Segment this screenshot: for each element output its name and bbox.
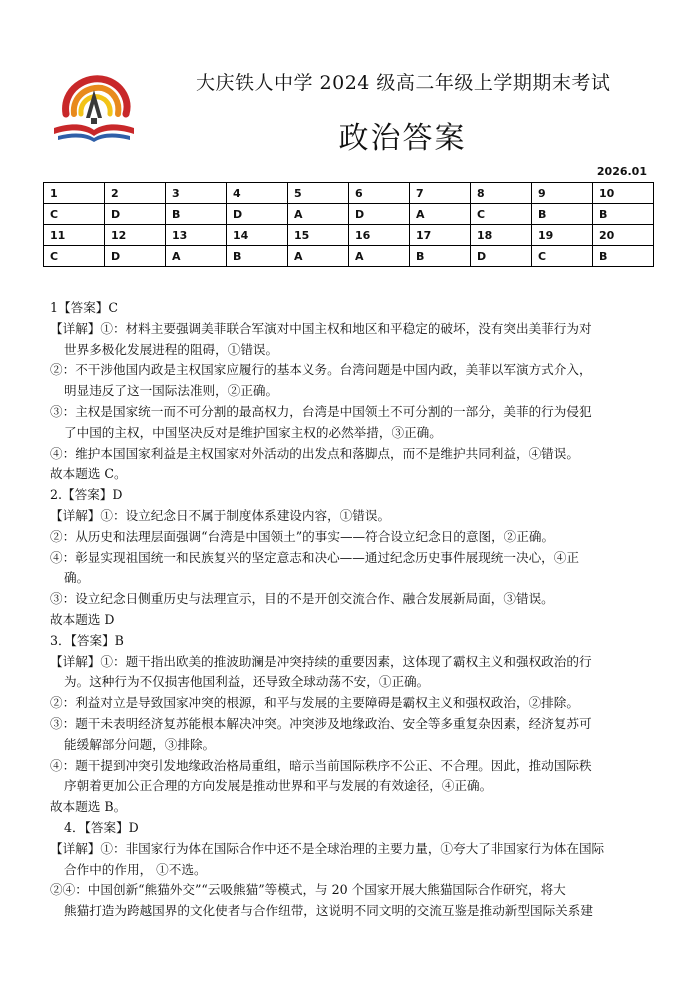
detail-line: 合作中的作用， ①不选。 bbox=[64, 861, 207, 877]
school-exam-title: 大庆铁人中学 2024 级高二年级上学期期末考试 bbox=[196, 72, 611, 94]
answer-cell: A bbox=[166, 246, 227, 267]
conclusion-line: 故本题选 D bbox=[50, 611, 115, 627]
detail-line: 为。这种行为不仅损害他国利益，还导致全球动荡不安，①正确。 bbox=[64, 674, 430, 690]
question-number-cell: 13 bbox=[166, 225, 227, 246]
answer-row bbox=[44, 204, 654, 225]
question-number-row bbox=[44, 183, 654, 204]
detail-line: ②④：中国创新“熊猫外交”“云吸熊猫”等模式，与 20 个国家开展大熊猫国际合作研究，将大 bbox=[50, 882, 566, 898]
question-number-cell: 10 bbox=[593, 183, 654, 204]
detail-line: ④：维护本国国家利益是主权国家对外活动的出发点和落脚点，而不是维护共同利益，④错误。 bbox=[50, 445, 579, 461]
detail-line: ③：设立纪念日侧重历史与法理宣示，目的不是开创交流合作、融合发展新局面，③错误。 bbox=[50, 591, 554, 607]
answer-cell: B bbox=[166, 204, 227, 225]
answer-cell: B bbox=[227, 246, 288, 267]
question-number-cell: 20 bbox=[593, 225, 654, 246]
answer-row bbox=[44, 246, 654, 267]
question-number-cell: 18 bbox=[471, 225, 532, 246]
conclusion-line: 故本题选 C。 bbox=[50, 466, 127, 482]
answer-cell: B bbox=[593, 246, 654, 267]
question-number-cell: 3 bbox=[166, 183, 227, 204]
question-number-cell: 7 bbox=[410, 183, 471, 204]
conclusion-line: 故本题选 B。 bbox=[50, 799, 127, 815]
question-number-cell: 12 bbox=[105, 225, 166, 246]
detail-line: 序朝着更加公正合理的方向发展是推动世界和平与发展的有效途径，④正确。 bbox=[64, 778, 493, 794]
answer-explanations bbox=[50, 298, 655, 922]
question-number-cell: 19 bbox=[532, 225, 593, 246]
question-number-cell: 5 bbox=[288, 183, 349, 204]
question-number-cell: 8 bbox=[471, 183, 532, 204]
detail-line: ②：从历史和法理层面强调“台湾是中国领土”的事实——符合设立纪念日的意图，②正确。 bbox=[50, 528, 555, 544]
question-number-cell: 6 bbox=[349, 183, 410, 204]
answer-line: 4．【答案】D bbox=[64, 819, 139, 835]
question-number-cell: 16 bbox=[349, 225, 410, 246]
answer-cell: C bbox=[44, 246, 105, 267]
detail-line: ③：主权是国家统一而不可分割的最高权力，台湾是中国领土不可分割的一部分，美菲的行为侵犯 bbox=[50, 403, 592, 419]
question-number-cell: 2 bbox=[105, 183, 166, 204]
detail-line: 熊猫打造为跨越国界的文化使者与合作纽带，这说明不同文明的交流互鉴是推动新型国际关系建 bbox=[64, 903, 593, 919]
answer-cell: B bbox=[410, 246, 471, 267]
answer-cell: D bbox=[471, 246, 532, 267]
answer-line: 1【答案】C bbox=[50, 300, 119, 315]
answer-cell: D bbox=[105, 204, 166, 225]
detail-line: 能缓解部分问题，③排除。 bbox=[64, 736, 216, 752]
question-number-cell: 15 bbox=[288, 225, 349, 246]
detail-line: ④：彰显实现祖国统一和民族复兴的坚定意志和决心——通过纪念历史事件展现统一决心，④正 bbox=[50, 549, 579, 565]
detail-line: 了中国的主权，中国坚决反对是维护国家主权的必然举措，③正确。 bbox=[64, 424, 442, 440]
exam-date: 2026.01 bbox=[596, 165, 647, 178]
answer-cell: B bbox=[532, 204, 593, 225]
answer-cell: A bbox=[288, 246, 349, 267]
answer-cell: D bbox=[227, 204, 288, 225]
detail-line: ②：不干涉他国内政是主权国家应履行的基本义务。台湾问题是中国内政，美菲以军演方式介入， bbox=[50, 362, 592, 378]
answer-cell: B bbox=[593, 204, 654, 225]
detail-line: ④：题干提到冲突引发地缘政治格局重组，暗示当前国际秩序不公正、不合理。因此，推动国际秩 bbox=[50, 757, 592, 773]
detail-line: 世界多极化发展进程的阻碍，①错误。 bbox=[64, 341, 279, 357]
answer-cell: D bbox=[349, 204, 410, 225]
question-number-cell: 9 bbox=[532, 183, 593, 204]
detail-line: 确。 bbox=[64, 570, 90, 586]
detail-line: ②：利益对立是导致国家冲突的根源，和平与发展的主要障碍是霸权主义和强权政治，②排除。 bbox=[50, 695, 579, 711]
question-number-cell: 4 bbox=[227, 183, 288, 204]
question-number-cell: 11 bbox=[44, 225, 105, 246]
detail-line: ③：题干未表明经济复苏能根本解决冲突。冲突涉及地缘政治、安全等多重复杂因素，经济复苏可 bbox=[50, 715, 592, 731]
answer-line: 2.【答案】D bbox=[50, 487, 123, 503]
question-number-cell: 1 bbox=[44, 183, 105, 204]
answer-cell: C bbox=[44, 204, 105, 225]
question-number-row bbox=[44, 225, 654, 246]
answer-key-table bbox=[43, 182, 654, 267]
question-number-cell: 14 bbox=[227, 225, 288, 246]
answer-line: 3．【答案】B bbox=[50, 632, 124, 648]
detail-line: 明显违反了这一国际法准则，②正确。 bbox=[64, 383, 279, 399]
question-number-cell: 17 bbox=[410, 225, 471, 246]
answer-cell: A bbox=[410, 204, 471, 225]
detail-line: 【详解】①：材料主要强调美菲联合军演对中国主权和地区和平稳定的破坏，没有突出美菲行为对 bbox=[50, 320, 592, 336]
answer-cell: C bbox=[532, 246, 593, 267]
detail-line: 【详解】①：题干指出欧美的推波助澜是冲突持续的重要因素，这体现了霸权主义和强权政治的行 bbox=[50, 653, 592, 669]
answer-cell: D bbox=[105, 246, 166, 267]
document-title: 政治答案 bbox=[338, 121, 467, 156]
answer-cell: A bbox=[288, 204, 349, 225]
answer-cell: C bbox=[471, 204, 532, 225]
answer-cell: A bbox=[349, 246, 410, 267]
detail-line: 【详解】①：设立纪念日不属于制度体系建设内容，①错误。 bbox=[50, 507, 391, 523]
detail-line: 【详解】①：非国家行为体在国际合作中还不是全球治理的主要力量，①夸大了非国家行为体在国际 bbox=[50, 840, 605, 856]
